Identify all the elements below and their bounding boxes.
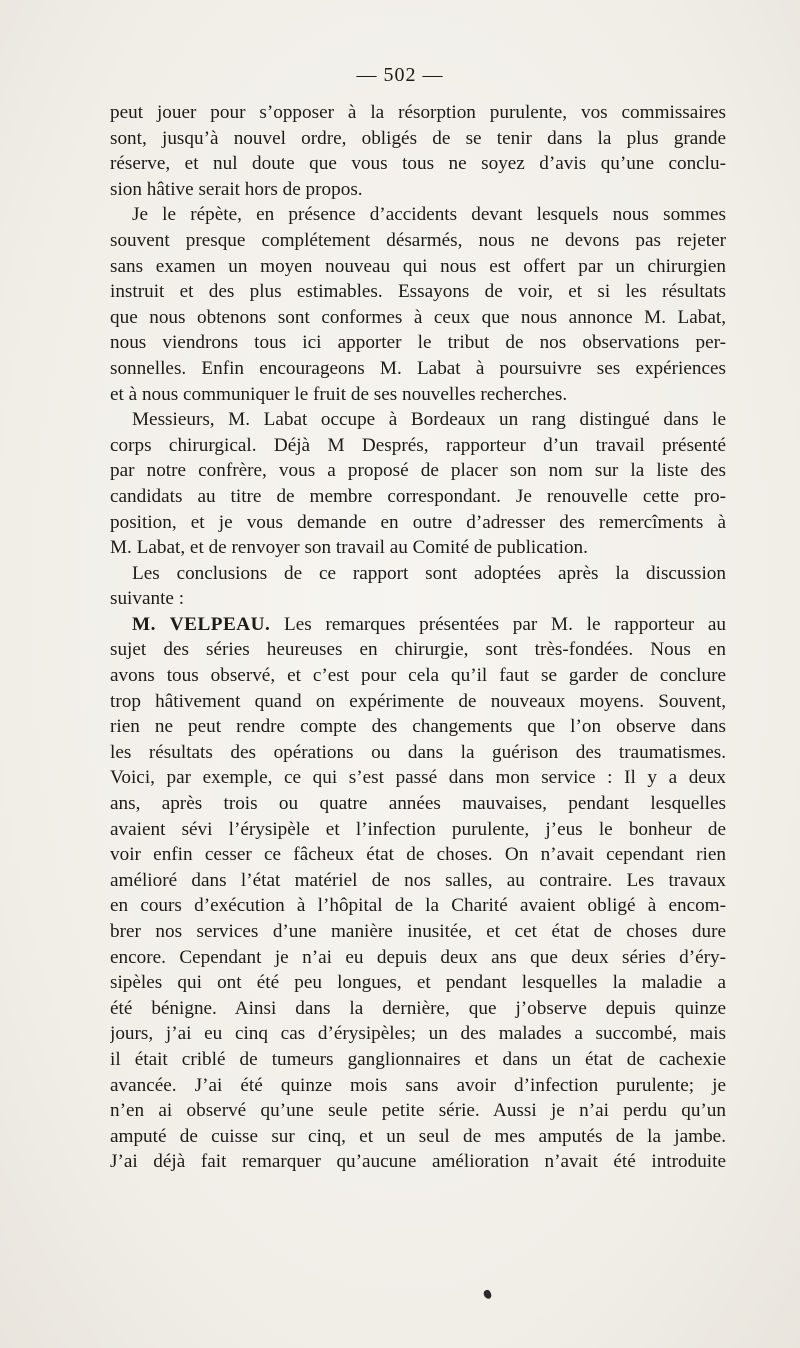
text-line: jours, j’ai eu cinq cas d’érysipèles; un des malades a succombé, mais (110, 1023, 726, 1045)
text-line: que nous obtenons sont conformes à ceux que nous annonce M. Labat, (110, 306, 726, 328)
speaker-text: Les remarques présentées par M. le rapporteur au (284, 613, 726, 635)
text-line: sont, jusqu’à nouvel ordre, obligés de se tenir dans la plus grande (110, 127, 726, 149)
text-line: ans, après trois ou quatre années mauvaises, pendant lesquelles (110, 793, 726, 815)
text-line: brer nos services d’une manière inusitée, et cet état de choses dure (110, 921, 726, 942)
text-line: voir enfin cesser ce fâcheux état de choses. On n’avait cependant rien (110, 844, 726, 866)
text-line: été bénigne. Ainsi dans la dernière, que j’observe depuis quinze (110, 997, 726, 1019)
page-number: — 502 — (356, 64, 444, 86)
text-line: sipèles qui ont été peu longues, et pendant lesquelles la maladie a (110, 972, 726, 994)
text-line: avons tous observé, et c’est pour cela qu’il faut se garder de conclure (110, 665, 726, 687)
text-line: il était criblé de tumeurs ganglionnaires et dans un état de cachexie (110, 1048, 726, 1070)
body-text (110, 100, 726, 1175)
ink-dot-mark (482, 1289, 492, 1300)
text-line: sujet des séries heureuses en chirurgie, sont très-fondées. Nous en (110, 639, 726, 661)
text-line: n’en ai observé qu’une seule petite série. Aussi je n’ai perdu qu’un (110, 1100, 726, 1122)
text-line: par notre confrère, vous a proposé de placer son nom sur la liste des (110, 460, 726, 482)
text-line: Voici, par exemple, ce qui s’est passé dans mon service : Il y a deux (110, 767, 726, 789)
speaker-name: M. VELPEAU. (132, 613, 271, 635)
text-line: Je le répète, en présence d’accidents devant lesquels nous sommes (132, 204, 726, 226)
text-line: en cours d’exécution à l’hôpital de la Charité avaient obligé à encom- (110, 895, 726, 917)
text-line: et à nous communiquer le fruit de ses nouvelles recherches. (110, 383, 568, 405)
text-line: sonnelles. Enfin encourageons M. Labat à poursuivre ses expériences (110, 357, 726, 379)
speaker-line (110, 612, 726, 638)
text-line: position, et je vous demande en outre d’adresser des remercîments à (110, 511, 726, 533)
text-line: encore. Cependant je n’ai eu depuis deux ans que deux séries d’éry- (110, 946, 726, 968)
text-line: Messieurs, M. Labat occupe à Bordeaux un rang distingué dans le (132, 409, 726, 431)
text-line: peut jouer pour s’opposer à la résorption purulente, vos commissaires (110, 102, 726, 123)
text-line: nous viendrons tous ici apporter le tribut de nos observations per- (110, 332, 726, 354)
text-line: réserve, et nul doute que vous tous ne soyez d’avis qu’une conclu- (110, 153, 726, 175)
text-line: sans examen un moyen nouveau qui nous est offert par un chirurgien (110, 255, 726, 277)
text-line: amélioré dans l’état matériel de nos salles, au contraire. Les travaux (110, 869, 726, 891)
text-line: instruit et des plus estimables. Essayons de voir, et si les résultats (110, 281, 726, 303)
text-line: amputé de cuisse sur cinq, et un seul de mes amputés de la jambe. (110, 1125, 726, 1147)
text-line: avancée. J’ai été quinze mois sans avoir d’infection purulente; je (110, 1074, 726, 1096)
text-line: Les conclusions de ce rapport sont adoptées après la discussion (132, 562, 726, 584)
text-line: souvent presque complétement désarmés, nous ne devons pas rejeter (110, 229, 726, 251)
text-line: trop hâtivement quand on expérimente de nouveaux moyens. Souvent, (110, 690, 726, 712)
text-line: J’ai déjà fait remarquer qu’aucune amélioration n’avait été introduite (110, 1151, 726, 1173)
text-line: sion hâtive serait hors de propos. (110, 178, 363, 200)
text-line: les résultats des opérations ou dans la guérison des traumatismes. (110, 741, 726, 763)
text-line: suivante : (110, 588, 185, 610)
text-line: M. Labat, et de renvoyer son travail au Comité de publication. (110, 537, 588, 559)
text-line: candidats au titre de membre correspondant. Je renouvelle cette pro- (110, 485, 726, 507)
text-line: rien ne peut rendre compte des changements que l’on observe dans (110, 716, 726, 738)
text-line: corps chirurgical. Déjà M Després, rapporteur d’un travail présenté (110, 434, 726, 456)
text-line: avaient sévi l’érysipèle et l’infection purulente, j’eus le bonheur de (110, 818, 726, 840)
